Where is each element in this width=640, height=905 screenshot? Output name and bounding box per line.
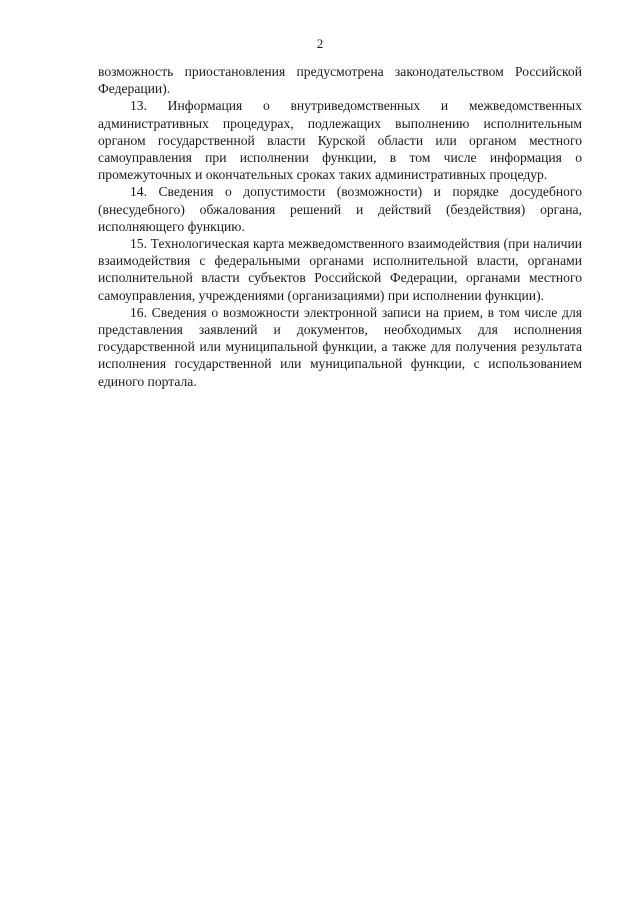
paragraph-item-16: 16. Сведения о возможности электронной записи на прием, в том числе для представления заявлений и документов, необходимых для исполнения государственной или муниципальной функции, а также для получения результата исполнения государственной или муниципальной функции, с использованием единого портала.	[98, 304, 582, 389]
paragraph-item-14: 14. Сведения о допустимости (возможности) и порядке досудебного (внесудебного) обжалования решений и действий (бездействия) органа, исполняющего функцию.	[98, 184, 582, 234]
paragraph-item-15: 15. Технологическая карта межведомственного взаимодействия (при наличии взаимодействия с федеральными органами исполнительной власти, органами исполнительной власти субъектов Российской Федерации, органами местного самоуправления, учреждениями (организациями) при исполнении функции).	[98, 236, 582, 303]
page-number: 2	[316, 36, 324, 51]
paragraph-continuation: возможность приостановления предусмотрена законодательством Российской Федерации).	[98, 64, 582, 97]
document-body	[98, 63, 582, 390]
paragraph-item-13: 13. Информация о внутриведомственных и межведомственных административных процедурах, подлежащих выполнению исполнительным органом государственной власти Курской области или органом местного самоуправления при исполнении функции, в том числе информация о промежуточных и окончательных сроках таких административных процедур.	[98, 98, 582, 183]
